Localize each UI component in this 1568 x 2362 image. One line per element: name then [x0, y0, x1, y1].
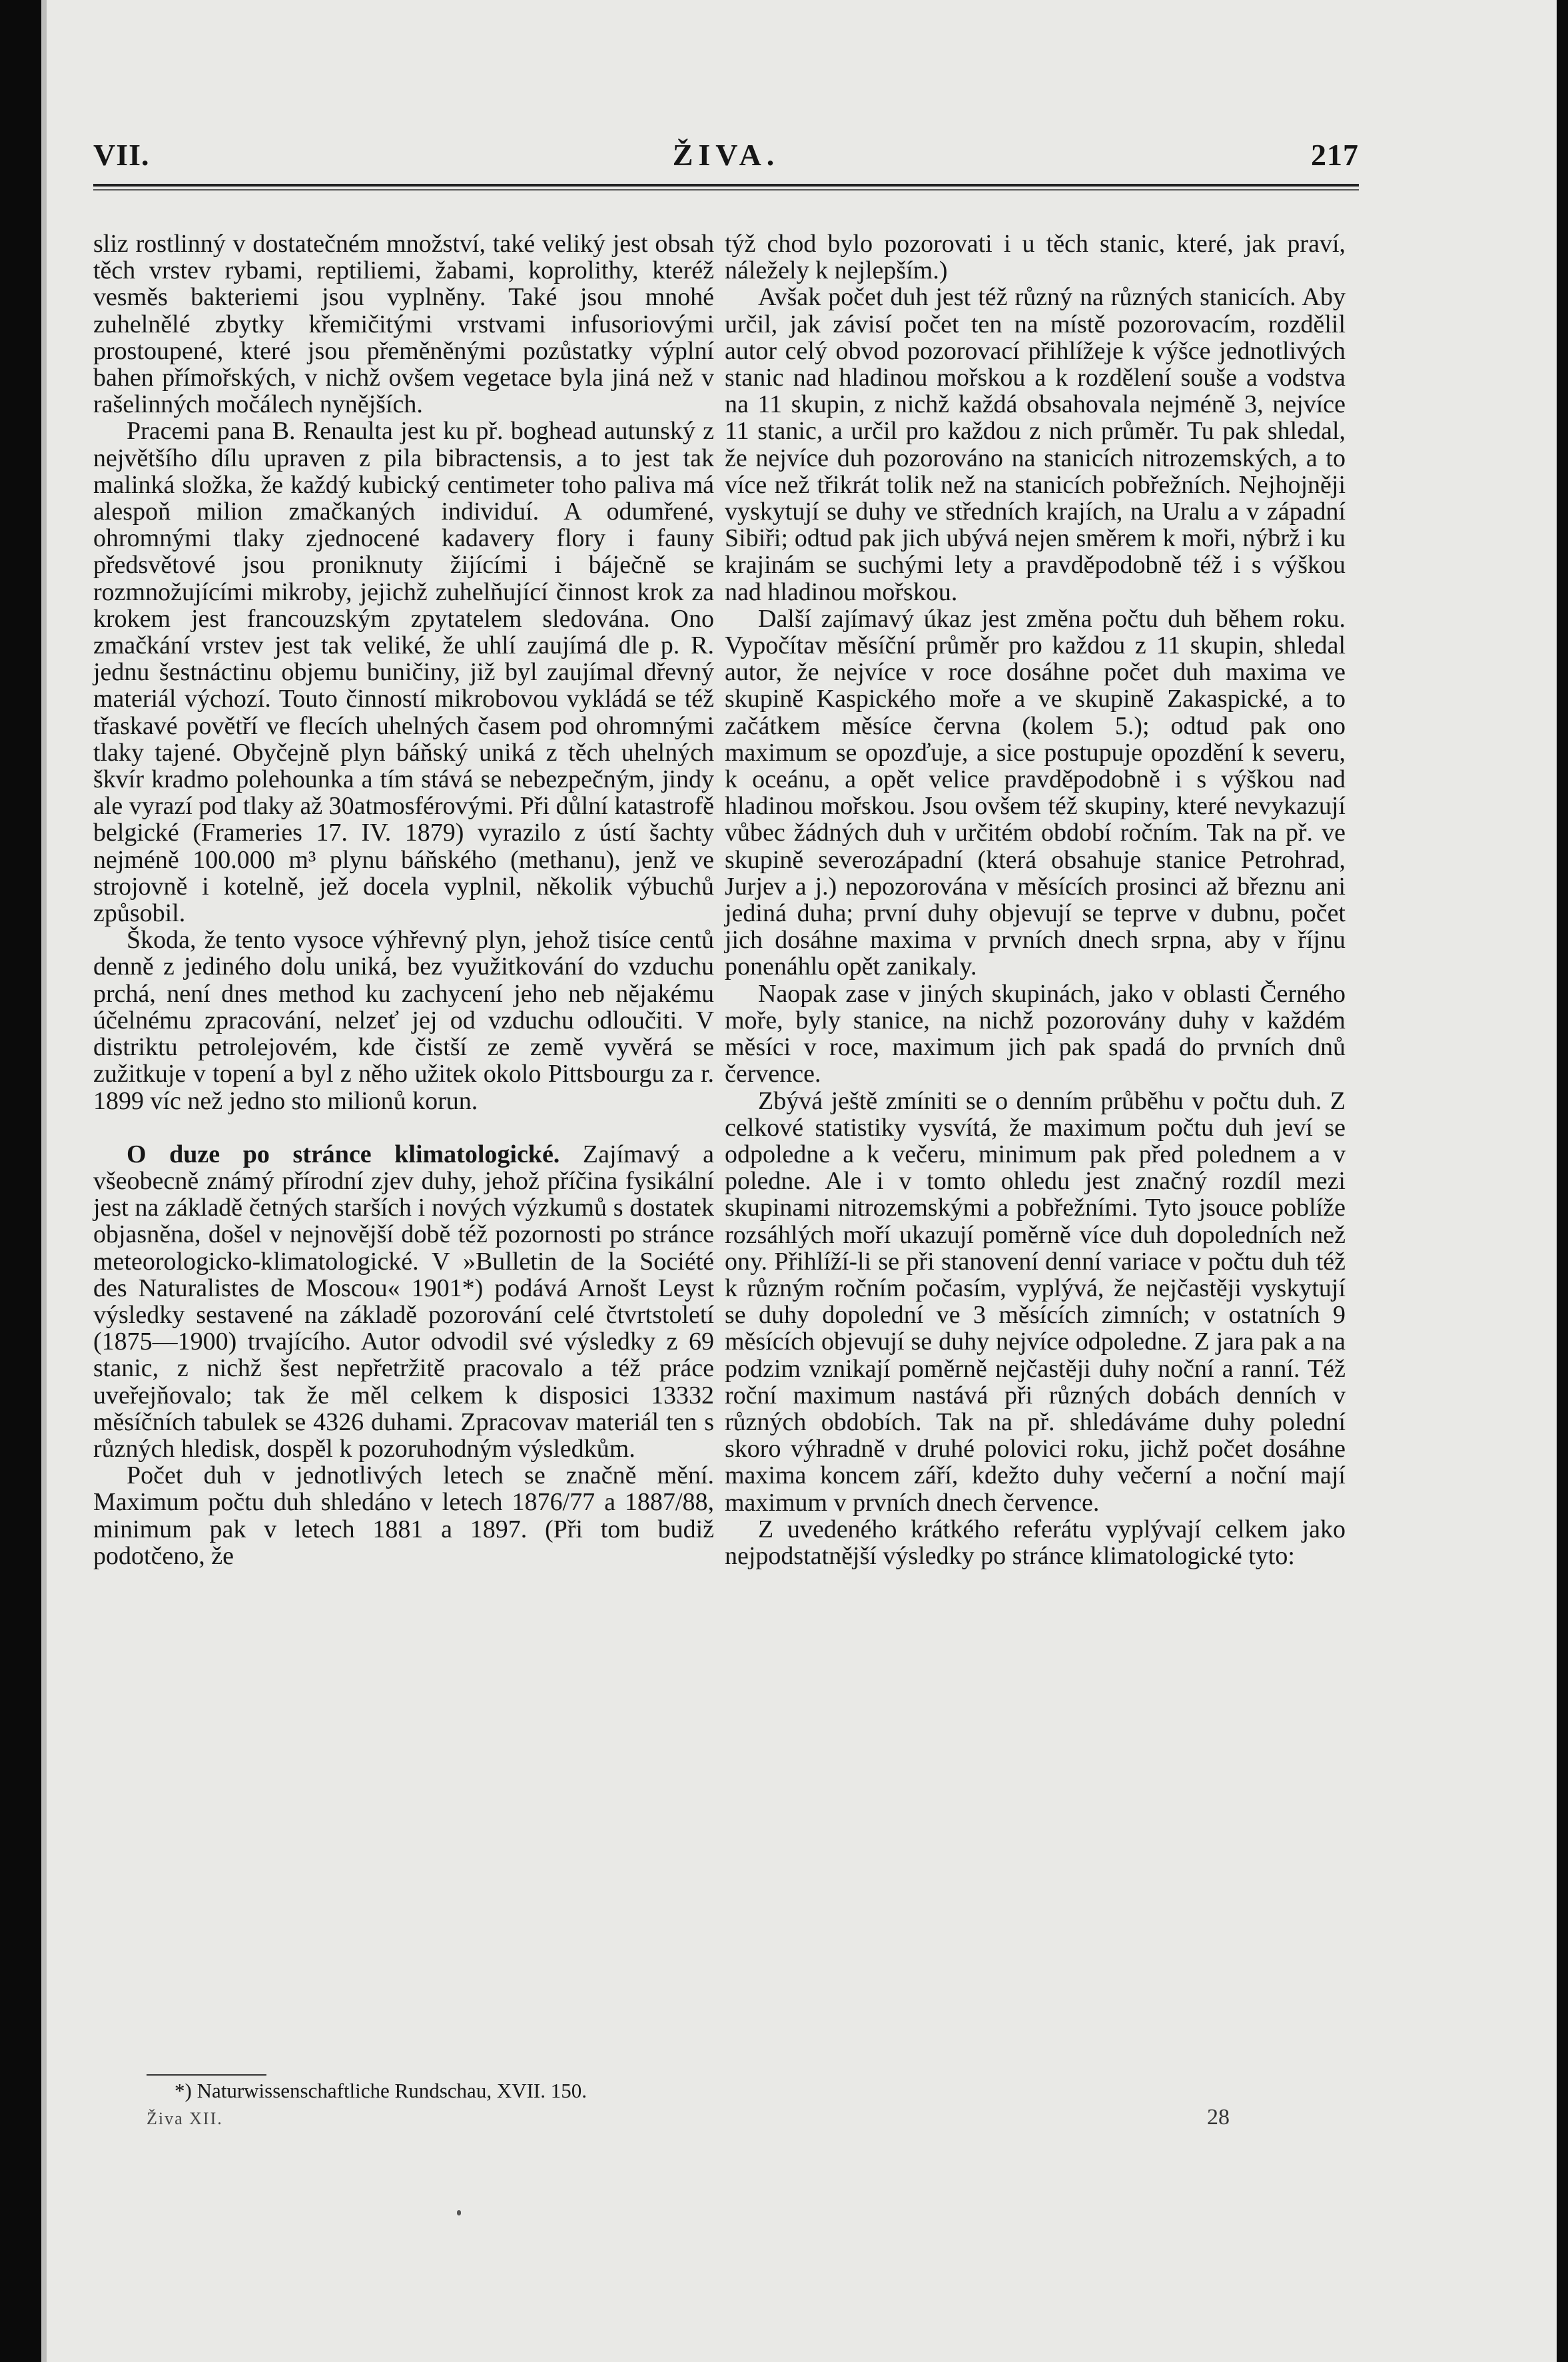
footnote-rule	[147, 2074, 266, 2076]
header-rule	[93, 184, 1359, 187]
journal-title: ŽIVA.	[672, 138, 780, 172]
paragraph: Avšak počet duh jest též různý na různých stanicích. Aby určil, jak závisí počet ten na místě pozorovacím, rozdělil autor celý obvod pozorovací přihlížeje k výšce jednotlivých stanic nad hladinou mořskou a k rozdělení souše a vodstva na 11 skupin, z nichž každá obsahovala nejméně 3, nejvíce 11 stanic, a určil pro každou z nich průměr. Tu pak shledal, že nejvíce duh pozorováno na stanicích nitrozemských, a to více než třikrát tolik než na stanicích pobřežních. Nejhojněji vyskytují se duhy ve středních krajích, na Uralu a v západní Sibiři; odtud pak jich ubývá nejen směrem k moři, nýbrž i ku krajinám se suchými lety a pravděpodobně též i s výškou nad hladinou mořskou.	[725, 283, 1346, 606]
paragraph: Zbývá ještě zmíniti se o denním průběhu v počtu duh. Z celkové statistiky vysvítá, že maximum počtu duh jeví se odpoledne a k večeru, minimum pak před polednem a v poledne. Ale i v tomto ohledu jest značný rozdíl mezi skupinami nitrozemskými a pobřežními. Tyto jsouce poblíže rozsáhlých moří ukazují poměrně více duh dopoledních než ony. Přihlíží-li se při stanovení denní variace v počtu duh též k různým ročním počasím, vyplývá, že nejčastěji vyskytují se duhy dopolední ve 3 měsících zimních; v ostatních 9 měsících objevují se duhy nejvíce odpoledne. Z jara pak a na podzim vznikají poměrně nejčastěji duhy noční a ranní. Též roční maximum nastává při různých dobách denních v různých obdobích. Tak na př. shledáváme duhy polední skoro výhradně v druhé polovici roku, jichž počet dosáhne maxima koncem září, kdežto duhy večerní a noční mají maximum v prvních dnech července.	[725, 1086, 1346, 1517]
signature-mark: Živa XII.	[147, 2109, 223, 2128]
header-rule-thin	[93, 189, 1359, 191]
right-column	[725, 230, 1346, 1569]
section-title: O duze po stránce klimatologické.	[127, 1140, 560, 1168]
paragraph: Počet duh v jednotlivých letech se značně mění. Maximum počtu duh shledáno v letech 1876/77 a 1887/88, minimum pak v letech 1881 a 1897. (Při tom budiž podotčeno, že	[93, 1461, 714, 1570]
footnote: *) Naturwissenschaftliche Rundschau, XVII. 150.	[175, 2079, 587, 2102]
paragraph: týž chod bylo pozorovati i u těch stanic, které, jak praví, náležely k nejlepším.)	[725, 230, 1346, 285]
paragraph: Další zajímavý úkaz jest změna počtu duh během roku. Vypočítav měsíční průměr pro každou z 11 skupin, shledal autor, že nejvíce v roce dosáhne počet duh maxima ve skupině Kaspického moře a ve skupině Zakaspické, a to začátkem měsíce června (kolem 5.); odtud pak ono maximum se opozďuje, a sice postupuje opozdění k severu, k oceánu, a opět velice pravděpodobně i s výškou nad hladinou mořskou. Jsou ovšem též skupiny, které nevykazují vůbec žádných duh v určitém období ročním. Tak na př. ve skupině severozápadní (která obsahuje stanice Petrohrad, Jurjev a j.) nepozorována v měsících prosinci až březnu ani jediná duha; první duhy objevují se teprve v dubnu, počet jich dosáhne maxima v prvních dnech srpna, aby v říjnu ponenáhlu opět zanikaly.	[725, 604, 1346, 981]
paragraph: Naopak zase v jiných skupinách, jako v oblasti Černého moře, byly stanice, na nichž pozorovány duhy v každém měsíci v roce, maximum jich pak spadá do prvních dnů července.	[725, 979, 1346, 1088]
signature-number: 28	[1207, 2105, 1230, 2130]
section-text: Zajímavý a všeobecně známý přírodní zjev duhy, jehož příčina fysikální jest na základě četných starších i nových výzkumů s dostatek objasněna, došel v nejnovější době též pozornosti po stránce meteorologicko-klimatologické. V »Bulletin de la Société des Naturalistes de Moscou« 1901*) podává Arnošt Leyst výsledky sestavené na základě pozorování celé čtvrtstoletí (1875—1900) trvajícího. Autor odvodil své výsledky z 69 stanic, z nichž šest nepřetržitě pracovalo a též práce uveřejňovalo; tak že měl celkem k disposici 13332 měsíčních tabulek se 4326 duhami. Zpracovav materiál ten s různých hledisk, dospěl k pozoruhodným výsledkům.	[93, 1140, 714, 1463]
paper-speck	[457, 2210, 461, 2215]
left-column	[93, 230, 714, 1569]
running-header	[93, 137, 1359, 177]
paragraph: Pracemi pana B. Renaulta jest ku př. boghead autunský z největšího dílu upraven z pila bibractensis, a to jest tak malinká složka, že každý kubický centimeter toho paliva má alespoň milion zmačkaných individuí. A odumřené, ohromnými tlaky zjednocené kadavery flory i fauny předsvětové jsou proniknuty žijícími i báječně se rozmnožujícími mikroby, jejichž zuhelňující činnost krok za krokem jest francouzským zpytatelem sledována. Ono zmačkání vrstev jest tak veliké, že uhlí zaujímá dle p. R. jednu šestnáctinu objemu buničiny, již byl zaujímal dřevný materiál výchozí. Touto činností mikrobovou vykládá se též třaskavé povětří ve flecích uhelných časem pod ohromnými tlaky tajené. Obyčejně plyn báňský uniká z těch uhelných škvír kradmo polehounka a tím stává se nebezpečným, jindy ale vyrazí pod tlaky až 30atmosférovými. Při důlní katastrofě belgické (Frameries 17. IV. 1879) vyrazilo z ústí šachty nejméně 100.000 m³ plynu báňského (methanu), jenž ve strojovně i kotelně, jež docela vyplnil, několik výbuchů způsobil.	[93, 417, 714, 928]
section-paragraph	[93, 1141, 714, 1462]
page-number: 217	[1311, 138, 1359, 172]
paragraph: sliz rostlinný v dostatečném množství, také veliký jest obsah těch vrstev rybami, reptiliemi, žabami, koprolithy, kteréž vesměs bakteriemi jsou vyplněny. Také jsou mnohé zuhelnělé zbytky křemičitými vrstvami infusoriovými prostoupené, které jsou přeměněnými pozůstatky výplní bahen přímořských, v nichž ovšem vegetace byla jiná než v rašelinných močálech nynějších.	[93, 230, 714, 419]
volume-number: VII.	[93, 138, 150, 172]
page-edge	[41, 0, 47, 2362]
paragraph: Z uvedeného krátkého referátu vyplývají celkem jako nejpodstatnější výsledky po stránce klimatologické tyto:	[725, 1515, 1346, 1570]
paragraph: Škoda, že tento vysoce výhřevný plyn, jehož tisíce centů denně z jediného dolu uniká, bez využitkování do vzduchu prchá, není dnes method ku zachycení jeho neb nějakému účelnému zpracování, nelzeť jej od vzduchu odloučiti. V distriktu petrolejovém, kde čistší ze země vyvěrá se zužitkuje v topení a byl z něho užitek okolo Pittsbourgu za r. 1899 víc než jedno sto milionů korun.	[93, 926, 714, 1115]
